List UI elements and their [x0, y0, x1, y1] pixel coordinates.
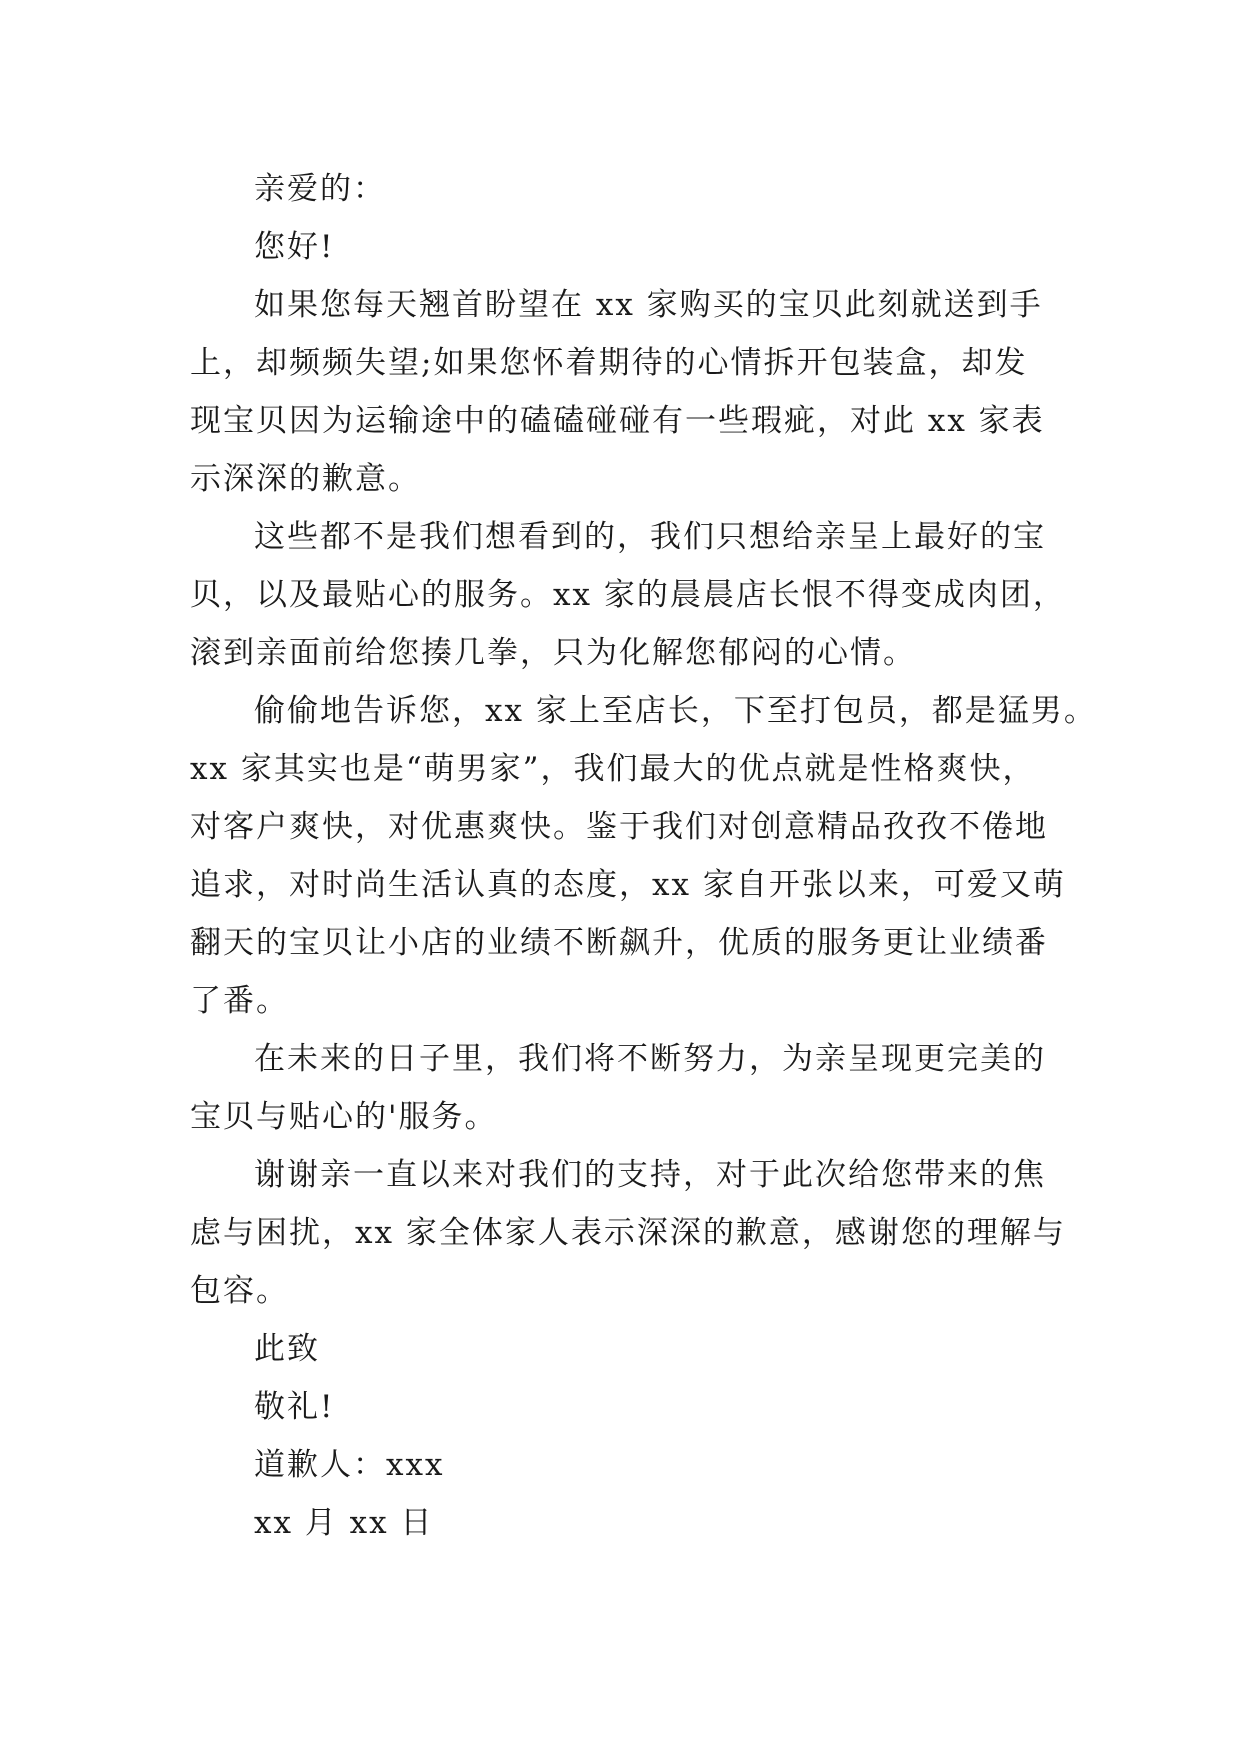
paragraph-line: xx 家其实也是“萌男家”，我们最大的优点就是性格爽快，: [190, 751, 1036, 787]
paragraph-4: [190, 1030, 1060, 1146]
paragraph-line: 翻天的宝贝让小店的业绩不断飙升，优质的服务更让业绩番: [190, 925, 1048, 961]
paragraph-line: 现宝贝因为运输途中的磕磕碰碰有一些瑕疵，对此 xx 家表: [190, 403, 1045, 439]
date: xx 月 xx 日: [254, 1505, 434, 1541]
paragraph-line: 虑与困扰，xx 家全体家人表示深深的歉意，感谢您的理解与: [190, 1215, 1066, 1251]
paragraph-line: 包容。: [190, 1273, 289, 1309]
paragraph-line: 示深深的歉意。: [190, 461, 421, 497]
paragraph-line: 宝贝与贴心的'服务。: [190, 1099, 498, 1135]
paragraph-3: [190, 682, 1097, 1030]
paragraph-line: 了番。: [190, 983, 289, 1019]
greeting: 您好!: [254, 229, 335, 265]
closing-line-1: 此致: [254, 1331, 320, 1367]
signature: 道歉人：xxx: [254, 1447, 445, 1483]
paragraph-line: 在未来的日子里，我们将不断努力，为亲呈现更完美的: [254, 1041, 1046, 1077]
paragraph-line: 谢谢亲一直以来对我们的支持，对于此次给您带来的焦: [254, 1157, 1046, 1193]
paragraph-line: 追求，对时尚生活认真的态度，xx 家自开张以来，可爱又萌: [190, 867, 1066, 903]
paragraph-line: 滚到亲面前给您揍几拳，只为化解您郁闷的心情。: [190, 635, 916, 671]
paragraph-line: 对客户爽快，对优惠爽快。鉴于我们对创意精品孜孜不倦地: [190, 809, 1048, 845]
paragraph-line: 如果您每天翘首盼望在 xx 家购买的宝贝此刻就送到手: [254, 287, 1043, 323]
paragraph-line: 偷偷地告诉您，xx 家上至店长，下至打包员，都是猛男。: [254, 693, 1097, 729]
closing-line-2: 敬礼!: [254, 1389, 335, 1425]
paragraph-line: 上，却频频失望;如果您怀着期待的心情拆开包装盒，却发: [190, 345, 1028, 381]
paragraph-2: [190, 508, 1066, 682]
paragraph-1: [190, 276, 1060, 508]
paragraph-line: 这些都不是我们想看到的，我们只想给亲呈上最好的宝: [254, 519, 1046, 555]
paragraph-5: [190, 1146, 1066, 1320]
salutation: 亲爱的：: [254, 171, 386, 207]
paragraph-line: 贝，以及最贴心的服务。xx 家的晨晨店长恨不得变成肉团，: [190, 577, 1066, 613]
letter-body: [190, 160, 1097, 1552]
